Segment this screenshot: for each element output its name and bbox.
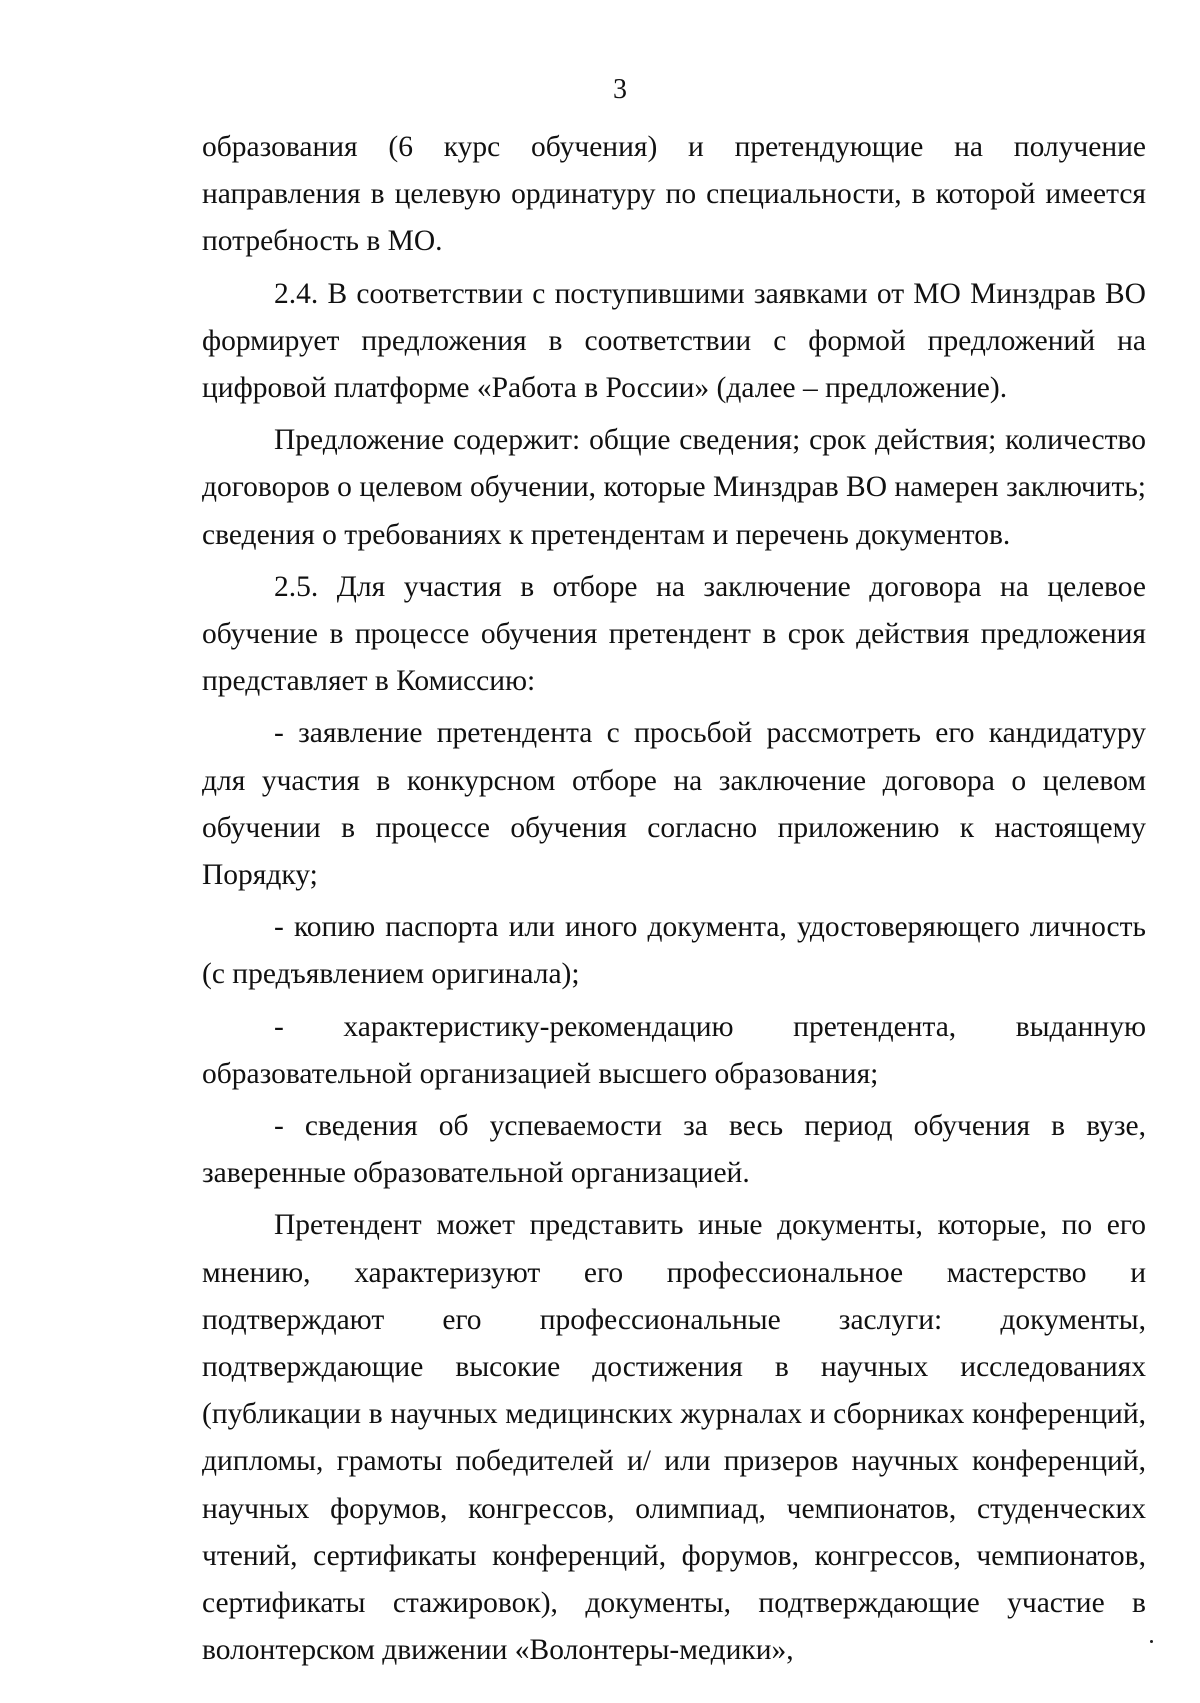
document-body <box>202 124 1146 1675</box>
paragraph-offer-contents: Предложение содержит: общие сведения; срок действия; количество договоров о целевом обучении, которые Минздрав ВО намерен заключить; сведения о требованиях к претендентам и перечень документов. <box>202 424 1146 551</box>
paragraph-other-documents: Претендент может представить иные документы, которые, по его мнению, характеризуют его профессиональное мастерство и подтверждают его профессиональные заслуги: документы, подтверждающие высокие достижения в научных исследованиях (публикации в научных медицинских журналах и сборниках конференций, дипломы, грамоты победителей и/ или призеров научных конференций, научных форумов, конгрессов, олимпиад, чемпионатов, студенческих чтений, сертификаты конференций, форумов, конгрессов, чемпионатов, сертификаты стажировок), документы, подтверждающие участие в волонтерском движении «Волонтеры-медики», <box>202 1209 1146 1667</box>
page-number: 3 <box>613 74 627 105</box>
scan-speck <box>1150 1640 1153 1643</box>
list-item-recommendation: - характеристику-рекомендацию претендента, выданную образовательной организацией высшего образования; <box>202 1010 1146 1090</box>
list-item-academic-record: - сведения об успеваемости за весь период обучения в вузе, заверенные образовательной организацией. <box>202 1110 1146 1190</box>
list-item-application: - заявление претендента с просьбой рассмотреть его кандидатуру для участия в конкурсном отборе на заключение договора о целевом обучении в процессе обучения согласно приложению к настоящему Порядку; <box>202 717 1146 892</box>
paragraph-2-5: 2.5. Для участия в отборе на заключение договора на целевое обучение в процессе обучения претендент в срок действия предложения представляет в Комиссию: <box>202 570 1146 698</box>
list-item-passport: - копию паспорта или иного документа, удостоверяющего личность (с предъявлением оригинала); <box>202 911 1146 991</box>
paragraph-continuation: образования (6 курс обучения) и претендующие на получение направления в целевую ординатуру по специальности, в которой имеется потребность в МО. <box>202 131 1146 258</box>
paragraph-2-4: 2.4. В соответствии с поступившими заявками от МО Минздрав ВО формирует предложения в соответствии с формой предложений на цифровой платформе «Работа в России» (далее – предложение). <box>202 277 1146 405</box>
